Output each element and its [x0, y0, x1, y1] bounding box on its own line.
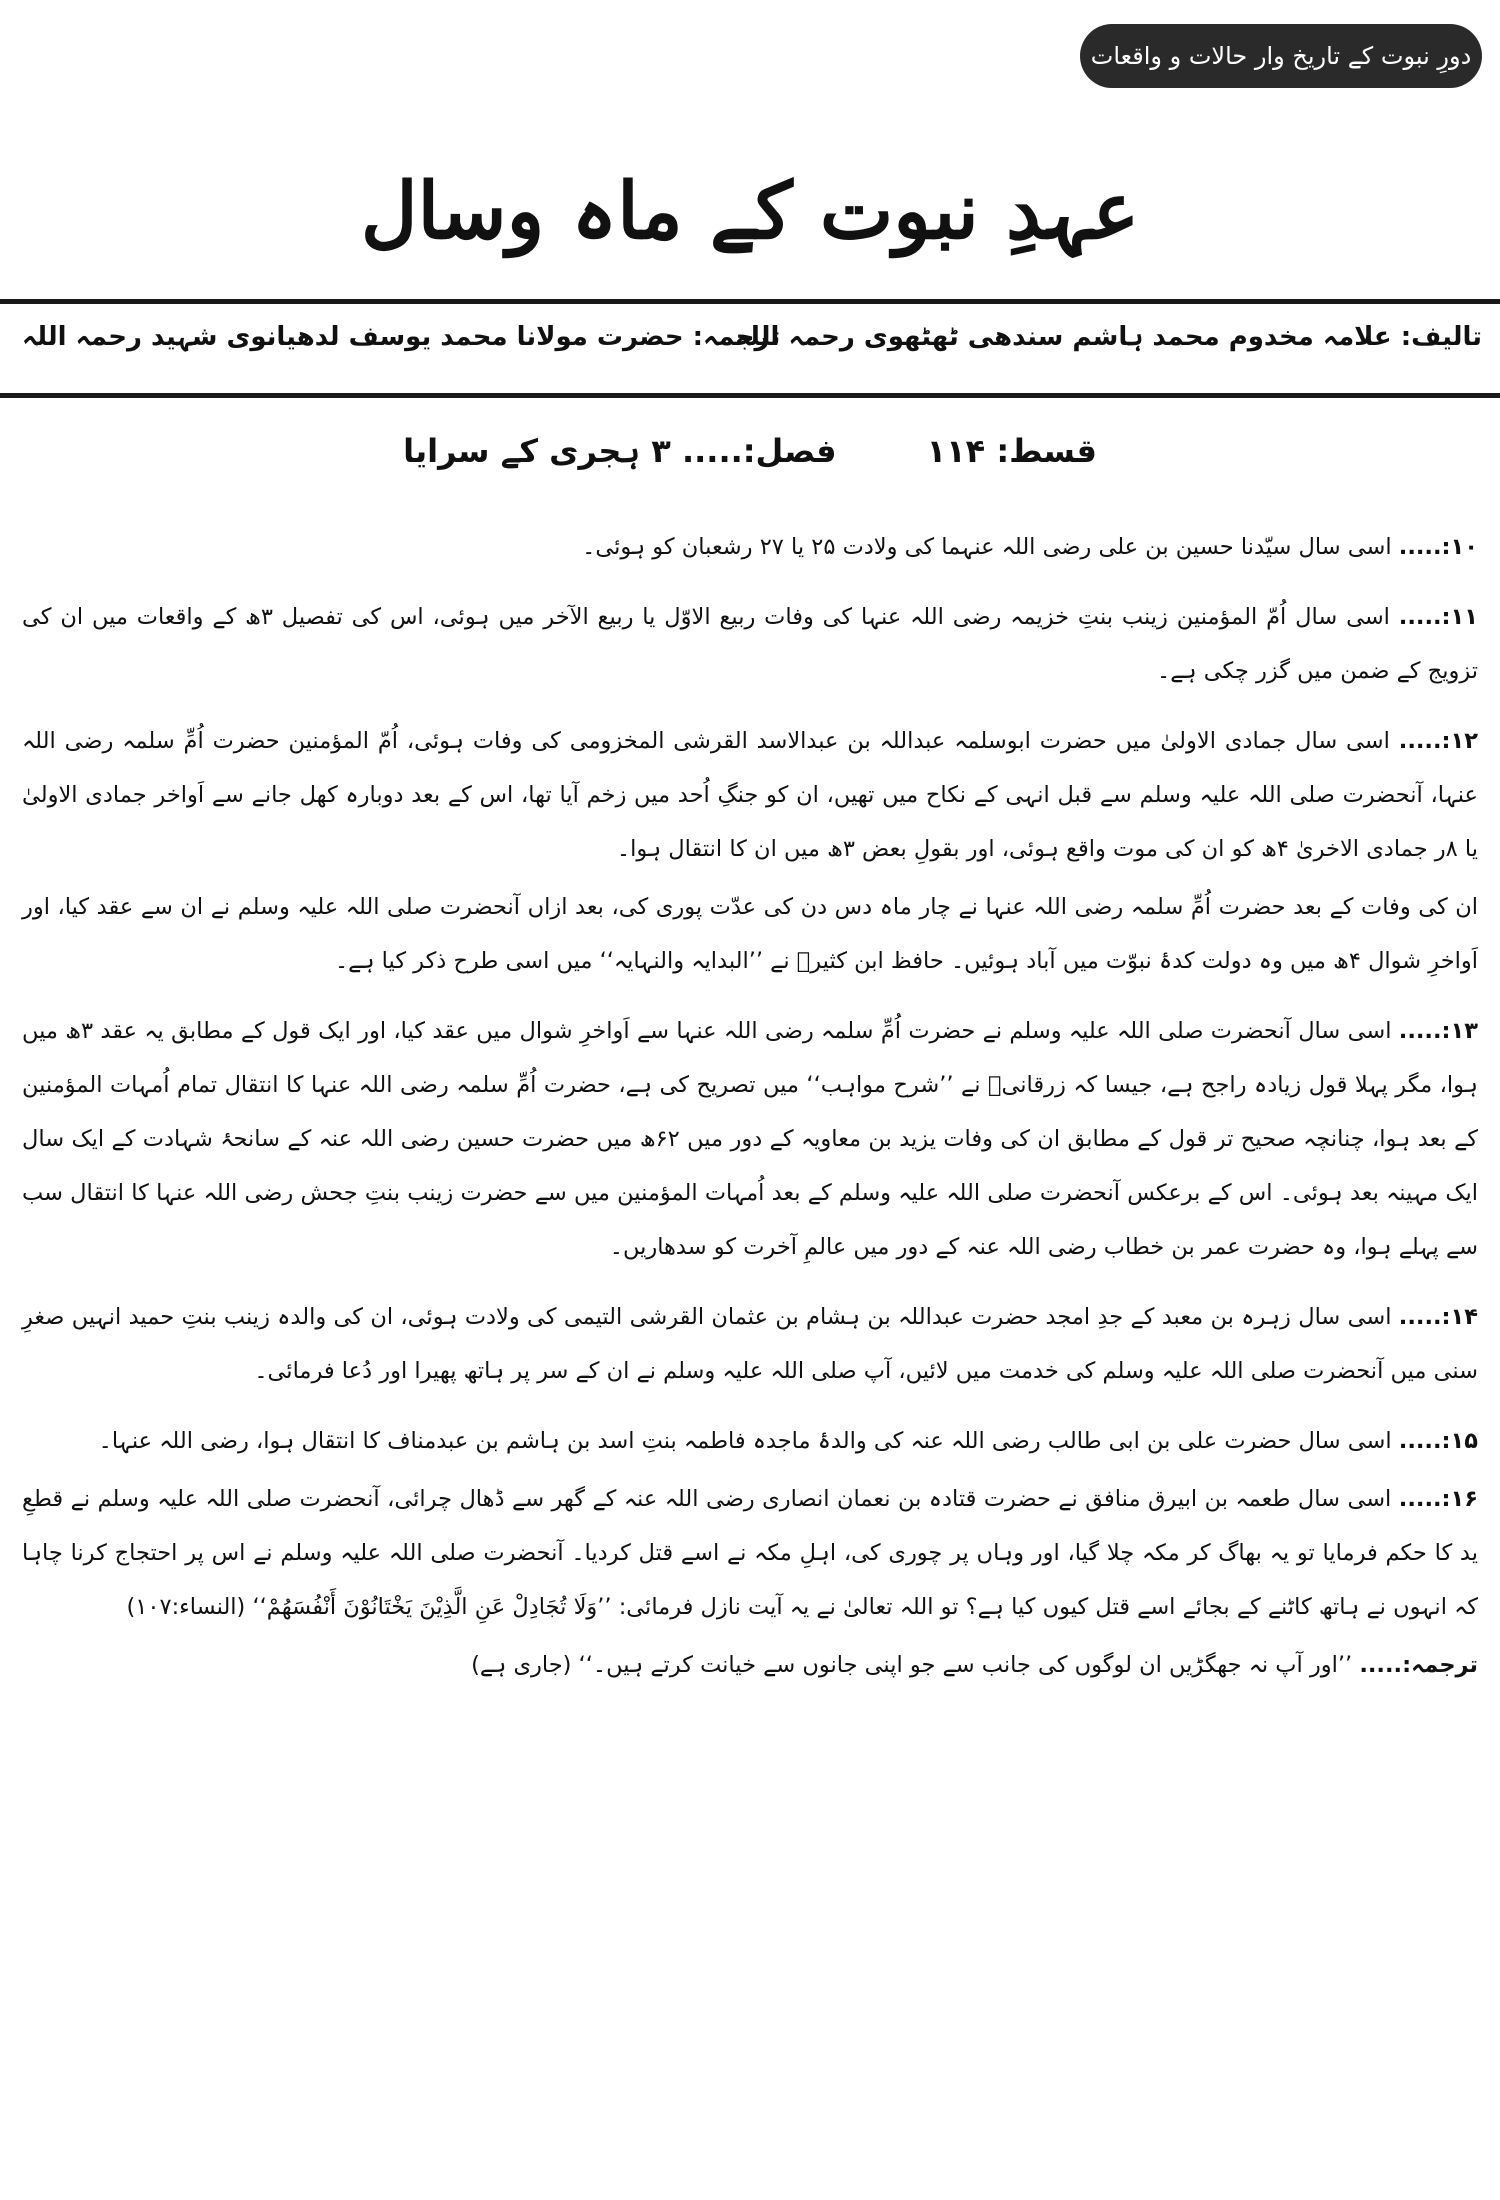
- translation-label: ترجمہ:.....: [1359, 1652, 1478, 1678]
- divider-top: [0, 299, 1500, 304]
- paragraph-number: ۱۶:.....: [1398, 1486, 1479, 1512]
- page-title: عہدِ نبوت کے ماہ وسال: [360, 166, 1140, 257]
- paragraph-13: [22, 1004, 1478, 1274]
- paragraph-text: اسی سال سیّدنا حسین بن علی رضی اللہ عنہما کی ولادت ۲۵ یا ۲۷ رشعبان کو ہوئی۔: [582, 534, 1392, 560]
- article-body: [22, 520, 1478, 1708]
- author-credit: تالیف: علامہ مخدوم محمد ہاشم سندھی ٹھٹھوی رحمہ اللہ: [734, 322, 1482, 352]
- paragraph-16: [22, 1472, 1478, 1634]
- paragraph-text: اسی سال اُمّ المؤمنین زینب بنتِ خزیمہ رضی اللہ عنہا کی وفات ربیع الاوّل یا ربیع الآخر میں ہوئی، اس کی تفصیل ۳ھ کے واقعات میں ان کی تزویج کے ضمن میں گزر چکی ہے۔: [22, 604, 1478, 684]
- translator-credit: ترجمہ: حضرت مولانا محمد یوسف لدھیانوی شہید رحمہ اللہ: [22, 322, 781, 352]
- verse-translation: [22, 1638, 1478, 1692]
- paragraph-number: ۱۲:.....: [1398, 728, 1478, 754]
- paragraph-text: اسی سال آنحضرت صلی اللہ علیہ وسلم نے حضرت اُمِّ سلمہ رضی اللہ عنہا سے اَواخرِ شوال میں عقد کیا، اور ایک قول کے مطابق یہ عقد ۳ھ میں ہوا، مگر پہلا قول زیادہ راجح ہے، جیسا کہ زرقانیؒ نے ’’شرح مواہب‘‘ میں تصریح کی ہے، حضرت اُمِّ سلمہ رضی اللہ عنہا کا انتقال تمام اُمہات المؤمنین کے بعد ہوا، چنانچہ صحیح تر قول کے مطابق ان کی وفات یزید بن معاویہ کے دور میں ۶۲ھ میں حضرت حسین رضی اللہ عنہ کے سانحۂ شہادت کے ایک سال ایک مہینہ بعد ہوئی۔ اس کے برعکس آنحضرت صلی اللہ علیہ وسلم کے بعد اُمہات المؤمنین میں سے حضرت زینب بنتِ جحش رضی اللہ عنہا کا انتقال سب سے پہلے ہوا، وہ حضرت عمر بن خطاب رضی اللہ عنہ کے دور میں عالمِ آخرت کو سدھاریں۔: [22, 1018, 1478, 1260]
- installment-number: قسط: ۱۱۴: [926, 432, 1097, 470]
- paragraph-number: ۱۳:.....: [1398, 1018, 1478, 1044]
- paragraph-number: ۱۴:.....: [1398, 1304, 1479, 1330]
- section-tab: [1080, 24, 1482, 88]
- paragraph-number: ۱۰:.....: [1398, 534, 1478, 560]
- paragraph-text: ’’اور آپ نہ جھگڑیں ان لوگوں کی جانب سے جو اپنی جانوں سے خیانت کرتے ہیں۔‘‘ (جاری ہے): [471, 1652, 1353, 1678]
- paragraph-10: [22, 520, 1478, 574]
- paragraph-number: ۱۱:.....: [1398, 604, 1479, 630]
- paragraph-11: [22, 590, 1478, 698]
- paragraph-12: [22, 714, 1478, 876]
- paragraph-text: اسی سال حضرت علی بن ابی طالب رضی اللہ عنہ کی والدۂ ماجدہ فاطمہ بنتِ اسد بن ہاشم بن عبدمناف کا انتقال ہوا، رضی اللہ عنہا۔: [98, 1428, 1392, 1454]
- chapter-heading: [0, 432, 1500, 470]
- paragraph-14: [22, 1290, 1478, 1398]
- paragraph-text: اسی سال جمادی الاولیٰ میں حضرت ابوسلمہ عبداللہ بن عبدالاسد القرشی المخزومی کی وفات ہوئی، اُمّ المؤمنین حضرت اُمِّ سلمہ رضی اللہ عنہا، آنحضرت صلی اللہ علیہ وسلم سے قبل انہی کے نکاح میں تھیں، ان کو جنگِ اُحد میں زخم آیا تھا، اس کے بعد دوبارہ کھل جانے سے اَواخر جمادی الاولیٰ یا ۸ر جمادی الاخریٰ ۴ھ کو ان کی موت واقع ہوئی، اور بقولِ بعض ۳ھ میں ان کا انتقال ہوا۔: [22, 728, 1478, 862]
- paragraph-number: ۱۵:.....: [1398, 1428, 1478, 1454]
- chapter-title: فصل:..... ۳ ہجری کے سرایا: [403, 432, 837, 470]
- paragraph-text: ان کی وفات کے بعد حضرت اُمِّ سلمہ رضی اللہ عنہا نے چار ماہ دس دن کی عدّت پوری کی، بعد ازاں آنحضرت صلی اللہ علیہ وسلم نے ان سے عقد کیا، اور اَواخرِ شوال ۴ھ میں وہ دولت کدۂ نبوّت میں آباد ہوئیں۔ حافظ ابن کثیرؒ نے ’’البدایہ والنہایہ‘‘ میں اسی طرح ذکر کیا ہے۔: [22, 894, 1478, 974]
- paragraph-text: اسی سال زہرہ بن معبد کے جدِ امجد حضرت عبداللہ بن ہشام بن عثمان القرشی التیمی کی ولادت ہوئی، ان کی والدہ زینب بنتِ حمید انہیں صغرِ سنی میں آنحضرت صلی اللہ علیہ وسلم کی خدمت میں لائیں، آپ صلی اللہ علیہ وسلم نے ان کے سر پر ہاتھ پھیرا اور دُعا فرمائی۔: [22, 1304, 1478, 1384]
- section-tab-label: دورِ نبوت کے تاریخ وار حالات و واقعات: [1090, 42, 1472, 70]
- divider-bottom: [0, 393, 1500, 398]
- paragraph-text: اسی سال طعمہ بن ابیرق منافق نے حضرت قتادہ بن نعمان انصاری رضی اللہ عنہ کے گھر سے ڈھال چرائی، آنحضرت صلی اللہ علیہ وسلم نے قطعِ ید کا حکم فرمایا تو یہ بھاگ کر مکہ چلا گیا، اور وہاں پر چوری کی، اہلِ مکہ نے اسے قتل کردیا۔ آنحضرت صلی اللہ علیہ وسلم نے اس پر احتجاج کرنا چاہا کہ انہوں نے ہاتھ کاٹنے کے بجائے اسے قتل کیوں کیا ہے؟ تو اللہ تعالیٰ نے یہ آیت نازل فرمائی: ’’وَلَا تُجَادِلْ عَنِ الَّذِيْنَ يَخْتَانُوْنَ أَنْفُسَهُمْ‘‘ (النساء:۱۰۷): [22, 1486, 1478, 1620]
- paragraph-15: [22, 1414, 1478, 1468]
- paragraph-12-continued: [22, 880, 1478, 988]
